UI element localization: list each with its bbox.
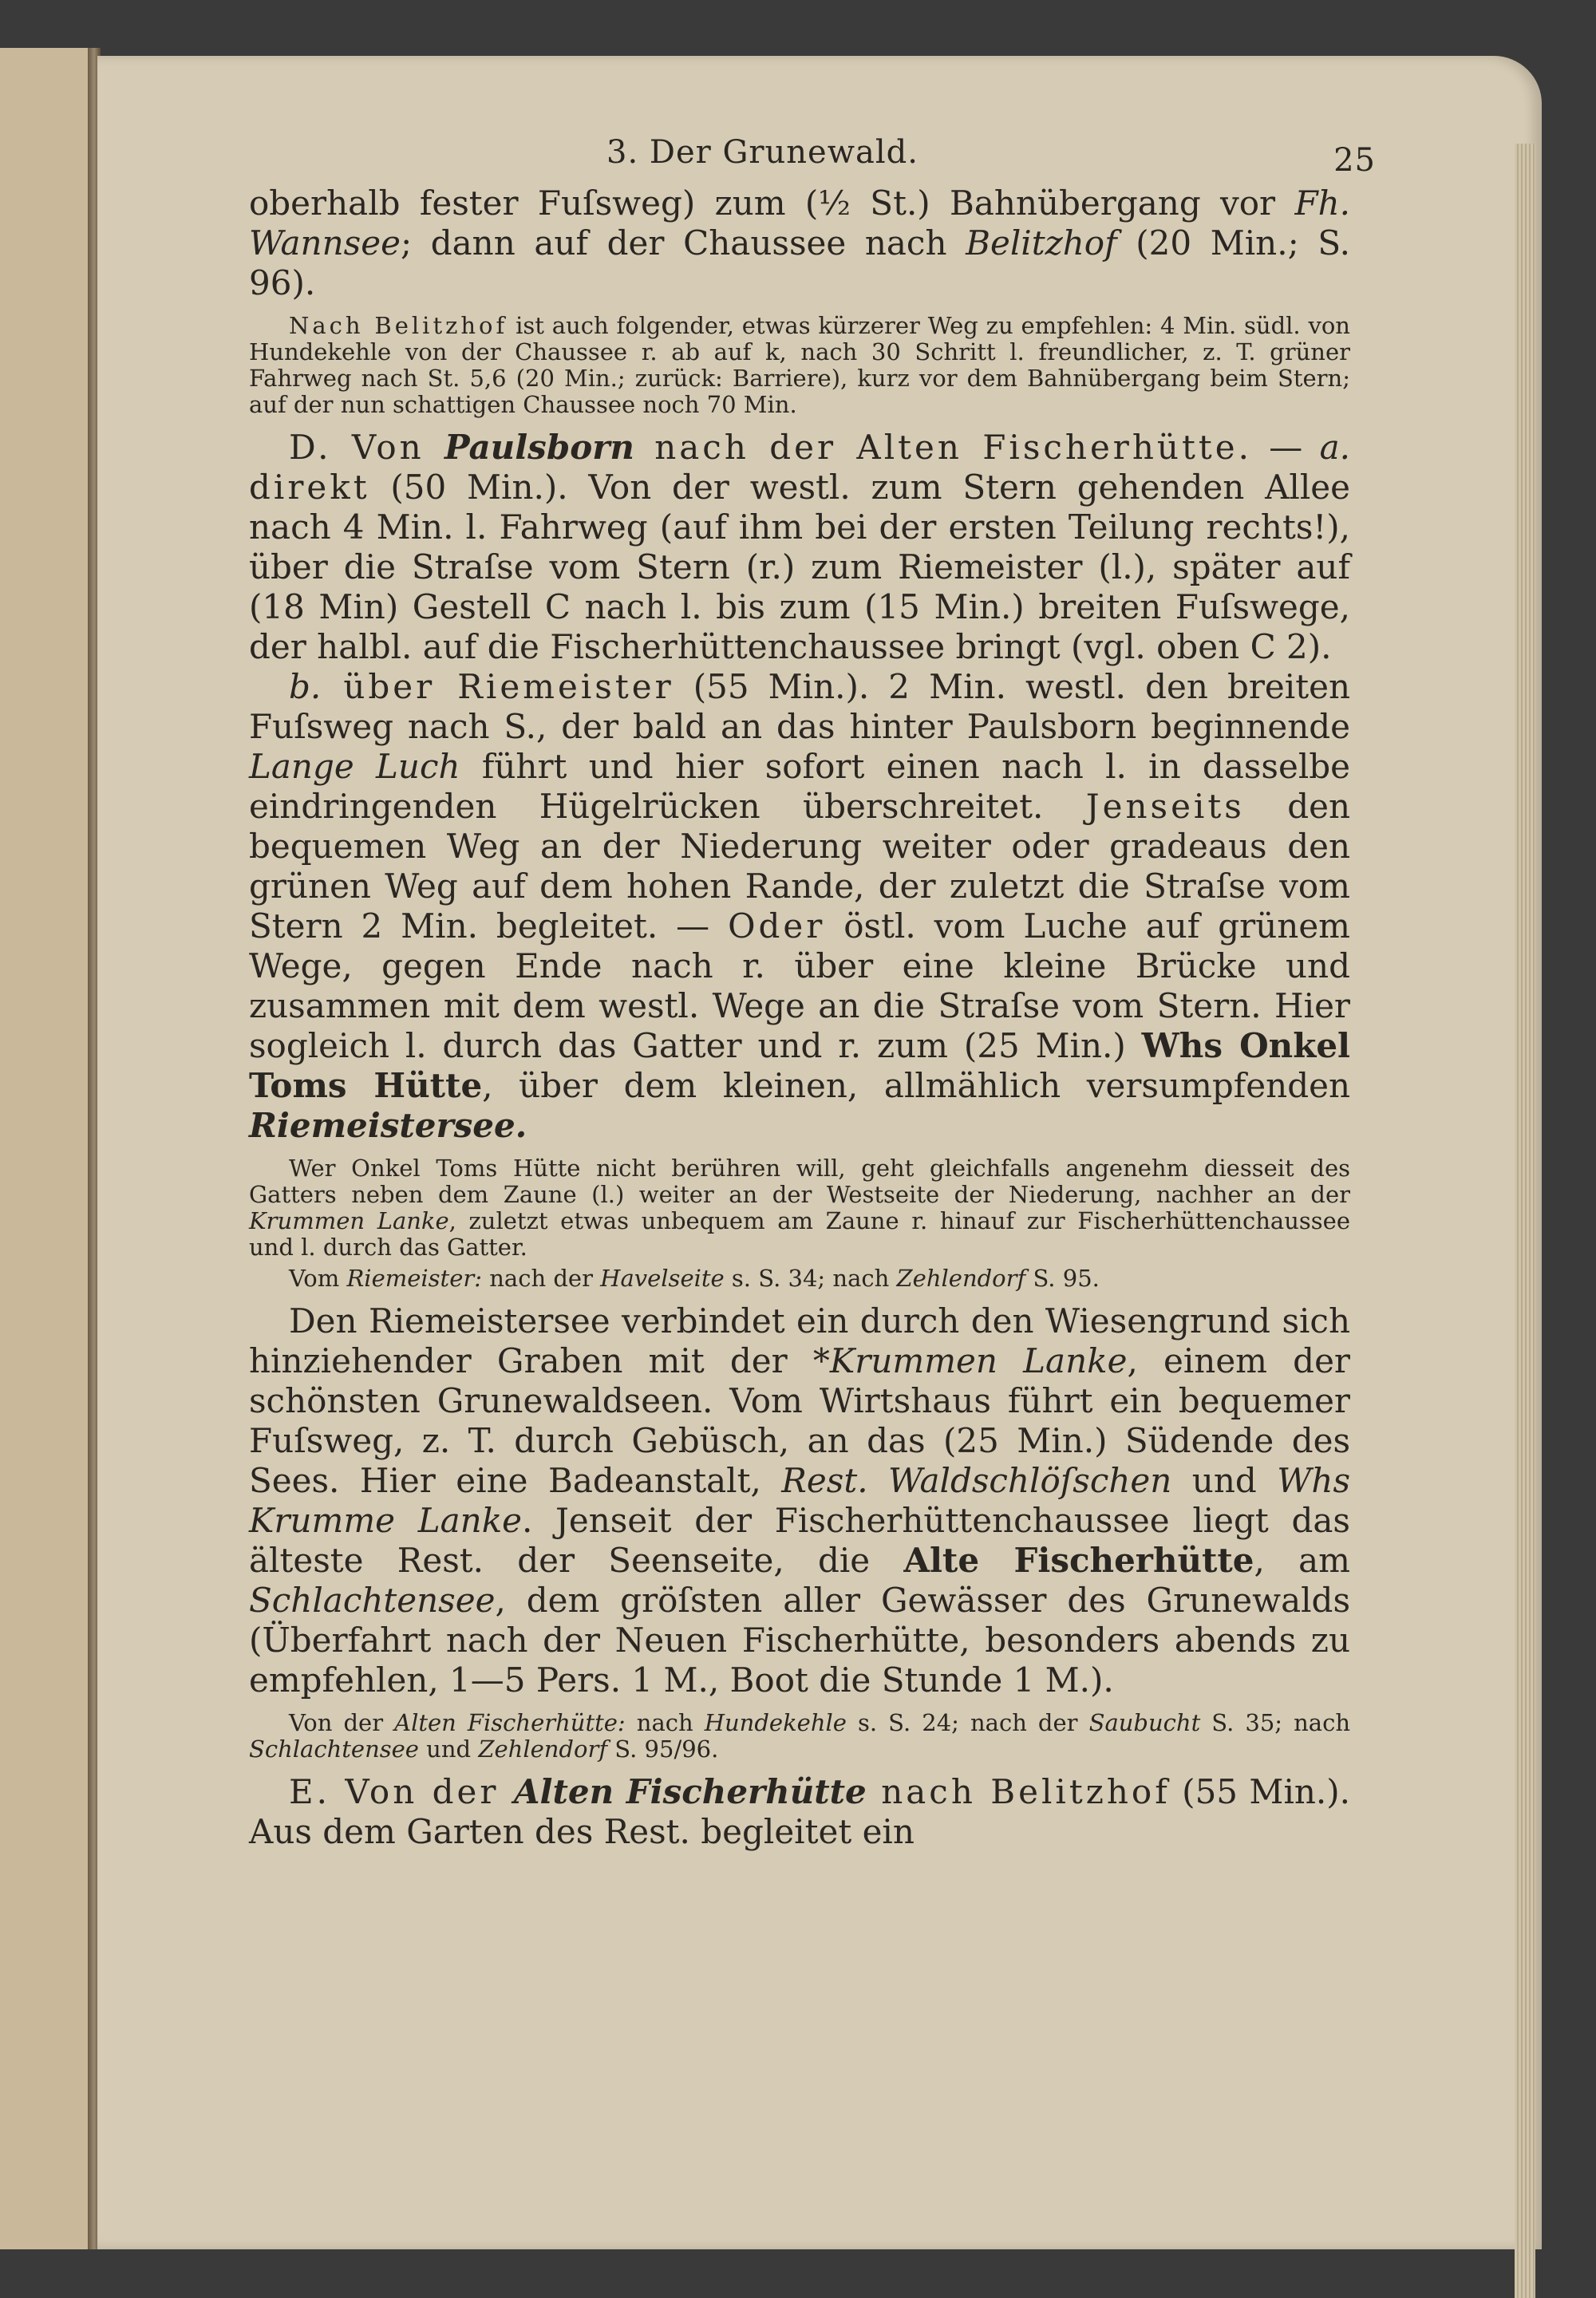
note-onkel-toms: Wer Onkel Toms Hütte nicht berühren will, geht gleichfalls angenehm diesseit des Gatters neben dem Zaune (l.) weiter an der Westseite der Niederung, nachher an der Krummen Lanke, zuletzt etwas unbequem am Zaune r. hinauf zur Fischerhüttenchaussee und l. durch das Gatter. bbox=[249, 1155, 1350, 1261]
page-edge-stack bbox=[1515, 144, 1535, 2298]
paragraph-continued: oberhalb fester Fuſsweg) zum (½ St.) Bahnübergang vor Fh. Wannsee; dann auf der Chaussee nach Belitzhof (20 Min.; S. 96). bbox=[249, 184, 1350, 302]
note-belitzhof: Nach Belitzhof ist auch folgender, etwas kürzerer Weg zu empfehlen: 4 Min. südl. von Hundekehle von der Chaussee r. ab auf k, nach 30 Schritt l. freundlicher, z. T. grüner Fahrweg nach St. 5,6 (20 Min.; zurück: Barriere), kurz vor dem Bahnübergang beim Stern; auf der nun schattigen Chaussee noch 70 Min. bbox=[249, 312, 1350, 418]
section-d: D. Von Paulsborn nach der Alten Fischerhütte. — a. direkt (50 Min.). Von der westl. zum Stern gehenden Allee nach 4 Min. l. Fahrweg (auf ihm bei der ersten Teilung rechts!), über die Straſse vom Stern (r.) zum Riemeister (l.), später auf (18 Min) Gestell C nach l. bis zum (15 Min.) breiten Fuſswege, der halbl. auf die Fischerhüttenchaussee bringt (vgl. oben C 2). bbox=[249, 428, 1350, 666]
page-content bbox=[249, 128, 1376, 1852]
note-riemeister-links: Vom Riemeister: nach der Havelseite s. S. 34; nach Zehlendorf S. 95. bbox=[289, 1265, 1100, 1292]
page-number: 25 bbox=[1333, 142, 1376, 179]
section-d-b: b. über Riemeister (55 Min.). 2 Min. westl. den breiten Fuſsweg nach S., der bald an das hinter Paulsborn beginnende Lange Luch führt und hier sofort einen nach l. in dasselbe eindringenden Hügelrücken überschreitet. Jenseits den bequemen Weg an der Niederung weiter oder gradeaus den grünen Weg auf dem hohen Rande, der zuletzt die Straſse vom Stern 2 Min. begleitet. — Oder östl. vom Luche auf grünem Wege, gegen Ende nach r. über eine kleine Brücke und zusammen mit dem westl. Wege an die Straſse vom Stern. Hier sogleich l. durch das Gatter und r. zum (25 Min.) Whs Onkel Toms Hütte, über dem kleinen, allmählich versumpfenden Riemeistersee. bbox=[249, 667, 1351, 1145]
chapter-title: 3. Der Grunewald. bbox=[606, 134, 918, 171]
paragraph-riemeistersee: Den Riemeistersee verbindet ein durch den Wiesengrund sich hinziehender Graben mit der *Krummen Lanke, einem der schönsten Grunewaldseen. Vom Wirtshaus führt ein bequemer Fuſsweg, z. T. durch Gebüsch, an das (25 Min.) Südende des Sees. Hier eine Badeanstalt, Rest. Waldschlöſschen und Whs Krumme Lanke. Jenseit der Fischerhüttenchaussee liegt das älteste Rest. der Seenseite, die Alte Fischerhütte, am Schlachtensee, dem gröſsten aller Gewässer des Grunewalds (Überfahrt nach der Neuen Fischerhütte, besonders abends zu empfehlen, 1—5 Pers. 1 M., Boot die Stunde 1 M.). bbox=[249, 1301, 1351, 1700]
section-e: E. Von der Alten Fischerhütte nach Belitzhof (55 Min.). Aus dem Garten des Rest. begleitet ein bbox=[249, 1772, 1351, 1851]
left-page-edge bbox=[0, 48, 100, 2249]
running-header bbox=[249, 128, 1376, 184]
note-alte-fischerhuette-links: Von der Alten Fischerhütte: nach Hundekehle s. S. 24; nach der Saubucht S. 35; nach Schlachtensee und Zehlendorf S. 95/96. bbox=[249, 1709, 1351, 1763]
